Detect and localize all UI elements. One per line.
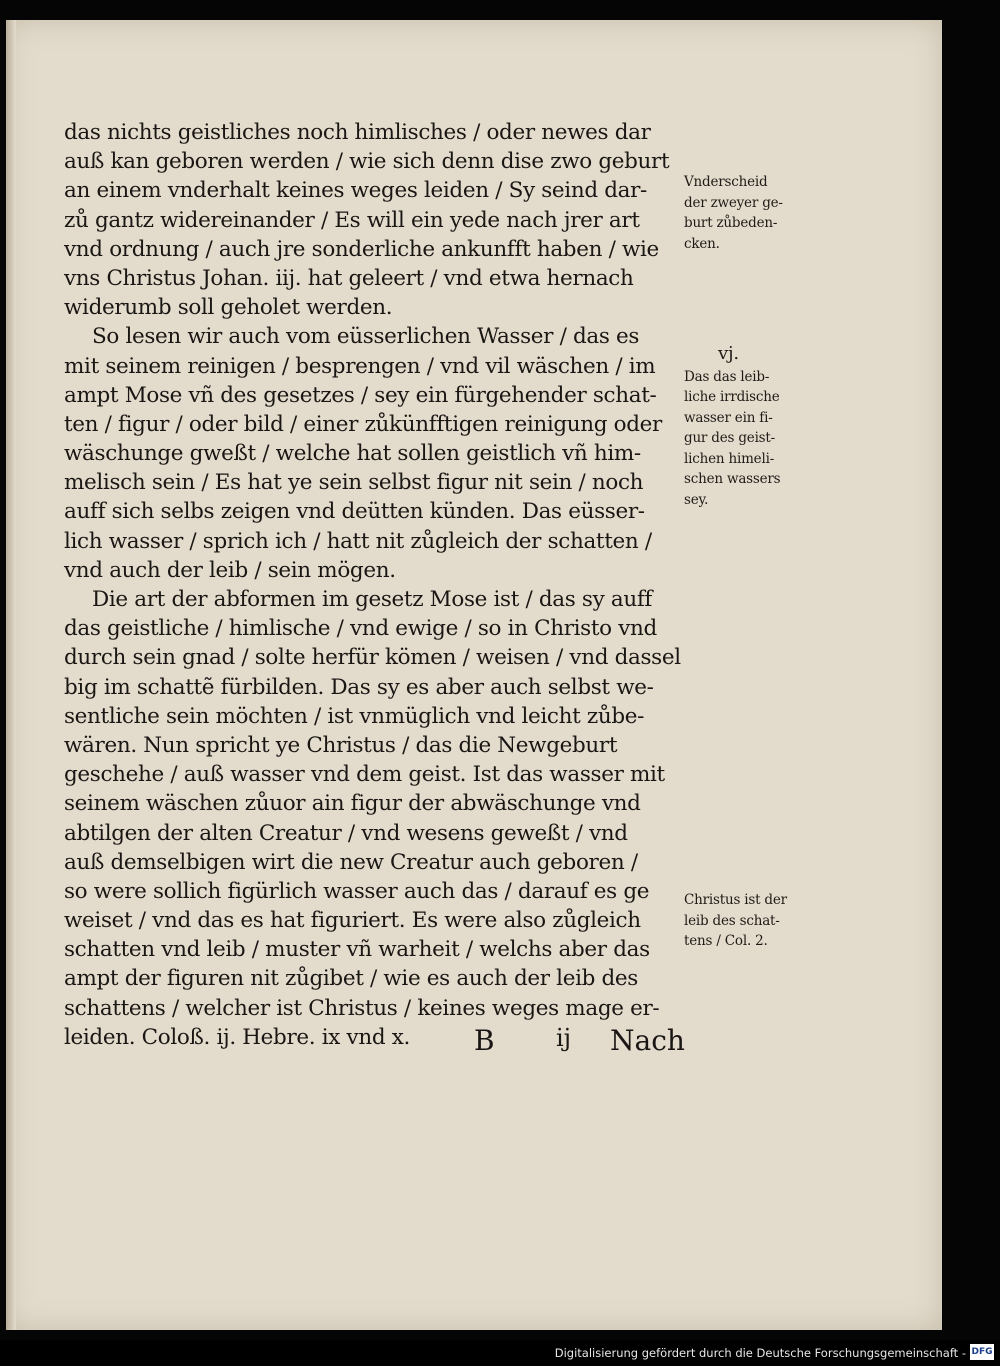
text-line-3: an einem vnderhalt keines weges leiden / Sy seind dar- bbox=[64, 178, 647, 204]
text-line-26: auß demselbigen wirt die new Creatur auch geboren / bbox=[64, 849, 638, 875]
section-number: vj. bbox=[718, 343, 739, 364]
text-line-23: geschehe / auß wasser vnd dem geist. Ist das wasser mit bbox=[64, 762, 665, 788]
text-line-30: ampt der figuren nit zůgibet / wie es auch der leib des bbox=[64, 966, 638, 992]
marginal-note-line: lichen himeli- bbox=[684, 450, 775, 467]
text-line-12: wäschunge gweßt / welche hat sollen geistlich vñ him- bbox=[64, 441, 641, 467]
marginal-note-2 bbox=[684, 344, 824, 510]
text-line-14: auff sich selbs zeigen vnd deütten künden. Das eüsser- bbox=[64, 499, 645, 525]
text-line-9: mit seinem reinigen / besprengen / vnd vil wäschen / im bbox=[64, 353, 656, 379]
marginal-note-line: gur des geist- bbox=[684, 430, 775, 446]
marginal-note-line: liche irrdische bbox=[684, 389, 780, 405]
text-line-31: schattens / welcher ist Christus / keines weges mage er- bbox=[64, 995, 660, 1021]
text-line-1: das nichts geistliches noch himlisches / oder newes dar bbox=[64, 120, 651, 145]
text-line-7: widerumb soll geholet werden. bbox=[64, 295, 393, 321]
text-line-11: ten / figur / oder bild / einer zůkünfftigen reinigung oder bbox=[64, 411, 662, 437]
text-line-29: schatten vnd leib / muster vñ warheit / welchs aber das bbox=[64, 937, 650, 963]
footer-bar bbox=[0, 1340, 1000, 1366]
page-gutter-edge bbox=[6, 20, 16, 1330]
marginal-note-line: cken. bbox=[684, 235, 720, 252]
text-line-19: durch sein gnad / solte herfür kömen / weisen / vnd dassel bbox=[64, 645, 681, 671]
funding-credit: Digitalisierung gefördert durch die Deutsche Forschungsgemeinschaft - bbox=[554, 1346, 966, 1360]
marginal-note-line: Das das leib- bbox=[684, 368, 770, 385]
text-line-20: big im schattẽ fürbilden. Das sy es aber auch selbst we- bbox=[64, 674, 654, 700]
marginal-note-1 bbox=[684, 172, 824, 254]
text-line-25: abtilgen der alten Creatur / vnd wesens geweßt / vnd bbox=[64, 820, 628, 846]
text-line-27: so were sollich figürlich wasser auch das / darauf es ge bbox=[64, 878, 650, 904]
text-line-32: leiden. Coloß. ij. Hebre. ix vnd x. bbox=[64, 1024, 410, 1050]
text-line-18: das geistliche / himlische / vnd ewige / so in Christo vnd bbox=[64, 616, 657, 642]
signature-mark: B bbox=[474, 1024, 495, 1057]
text-line-2: auß kan geboren werden / wie sich denn dise zwo geburt bbox=[64, 149, 670, 175]
marginal-note-line: wasser ein fi- bbox=[684, 409, 773, 426]
marginal-note-line: Christus ist der bbox=[684, 892, 787, 908]
text-line-17: Die art der abformen im gesetz Mose ist / das sy auff bbox=[92, 587, 653, 612]
marginal-note-line: der zweyer ge- bbox=[684, 194, 783, 211]
marginal-note-line: leib des schat- bbox=[684, 912, 780, 929]
text-line-15: lich wasser / sprich ich / hatt nit zůgleich der schatten / bbox=[64, 528, 652, 554]
signature-sheet-number: ij bbox=[556, 1024, 572, 1052]
text-line-4: zů gantz widereinander / Es will ein yede nach jrer art bbox=[64, 207, 640, 233]
marginal-note-3 bbox=[684, 890, 824, 952]
text-line-16: vnd auch der leib / sein mögen. bbox=[64, 557, 396, 583]
main-text-block bbox=[64, 118, 684, 1052]
text-line-6: vns Christus Johan. iij. hat geleert / vnd etwa hernach bbox=[64, 265, 634, 291]
text-line-8: So lesen wir auch vom eüsserlichen Wasser / das es bbox=[92, 324, 640, 350]
marginal-note-line: burt zůbeden- bbox=[684, 215, 778, 231]
text-line-24: seinem wäschen zůuor ain figur der abwäschunge vnd bbox=[64, 791, 641, 817]
text-line-10: ampt Mose vñ des gesetzes / sey ein fürgehender schat- bbox=[64, 382, 657, 408]
text-line-5: vnd ordnung / auch jre sonderliche ankunfft haben / wie bbox=[64, 236, 659, 262]
text-line-21: sentliche sein möchten / ist vnmüglich vnd leicht zůbe- bbox=[64, 703, 645, 729]
marginal-note-line: tens / Col. 2. bbox=[684, 933, 768, 949]
text-line-28: weiset / vnd das es hat figuriert. Es were also zůgleich bbox=[64, 908, 641, 934]
dfg-logo: DFG bbox=[970, 1344, 994, 1360]
text-line-13: melisch sein / Es hat ye sein selbst figur nit sein / noch bbox=[64, 470, 644, 496]
marginal-note-line: schen wassers bbox=[684, 471, 781, 487]
catchword: Nach bbox=[610, 1024, 685, 1057]
text-line-22: wären. Nun spricht ye Christus / das die Newgeburt bbox=[64, 732, 618, 758]
marginal-note-line: Vnderscheid bbox=[684, 174, 768, 190]
marginal-note-line: sey. bbox=[684, 491, 709, 508]
